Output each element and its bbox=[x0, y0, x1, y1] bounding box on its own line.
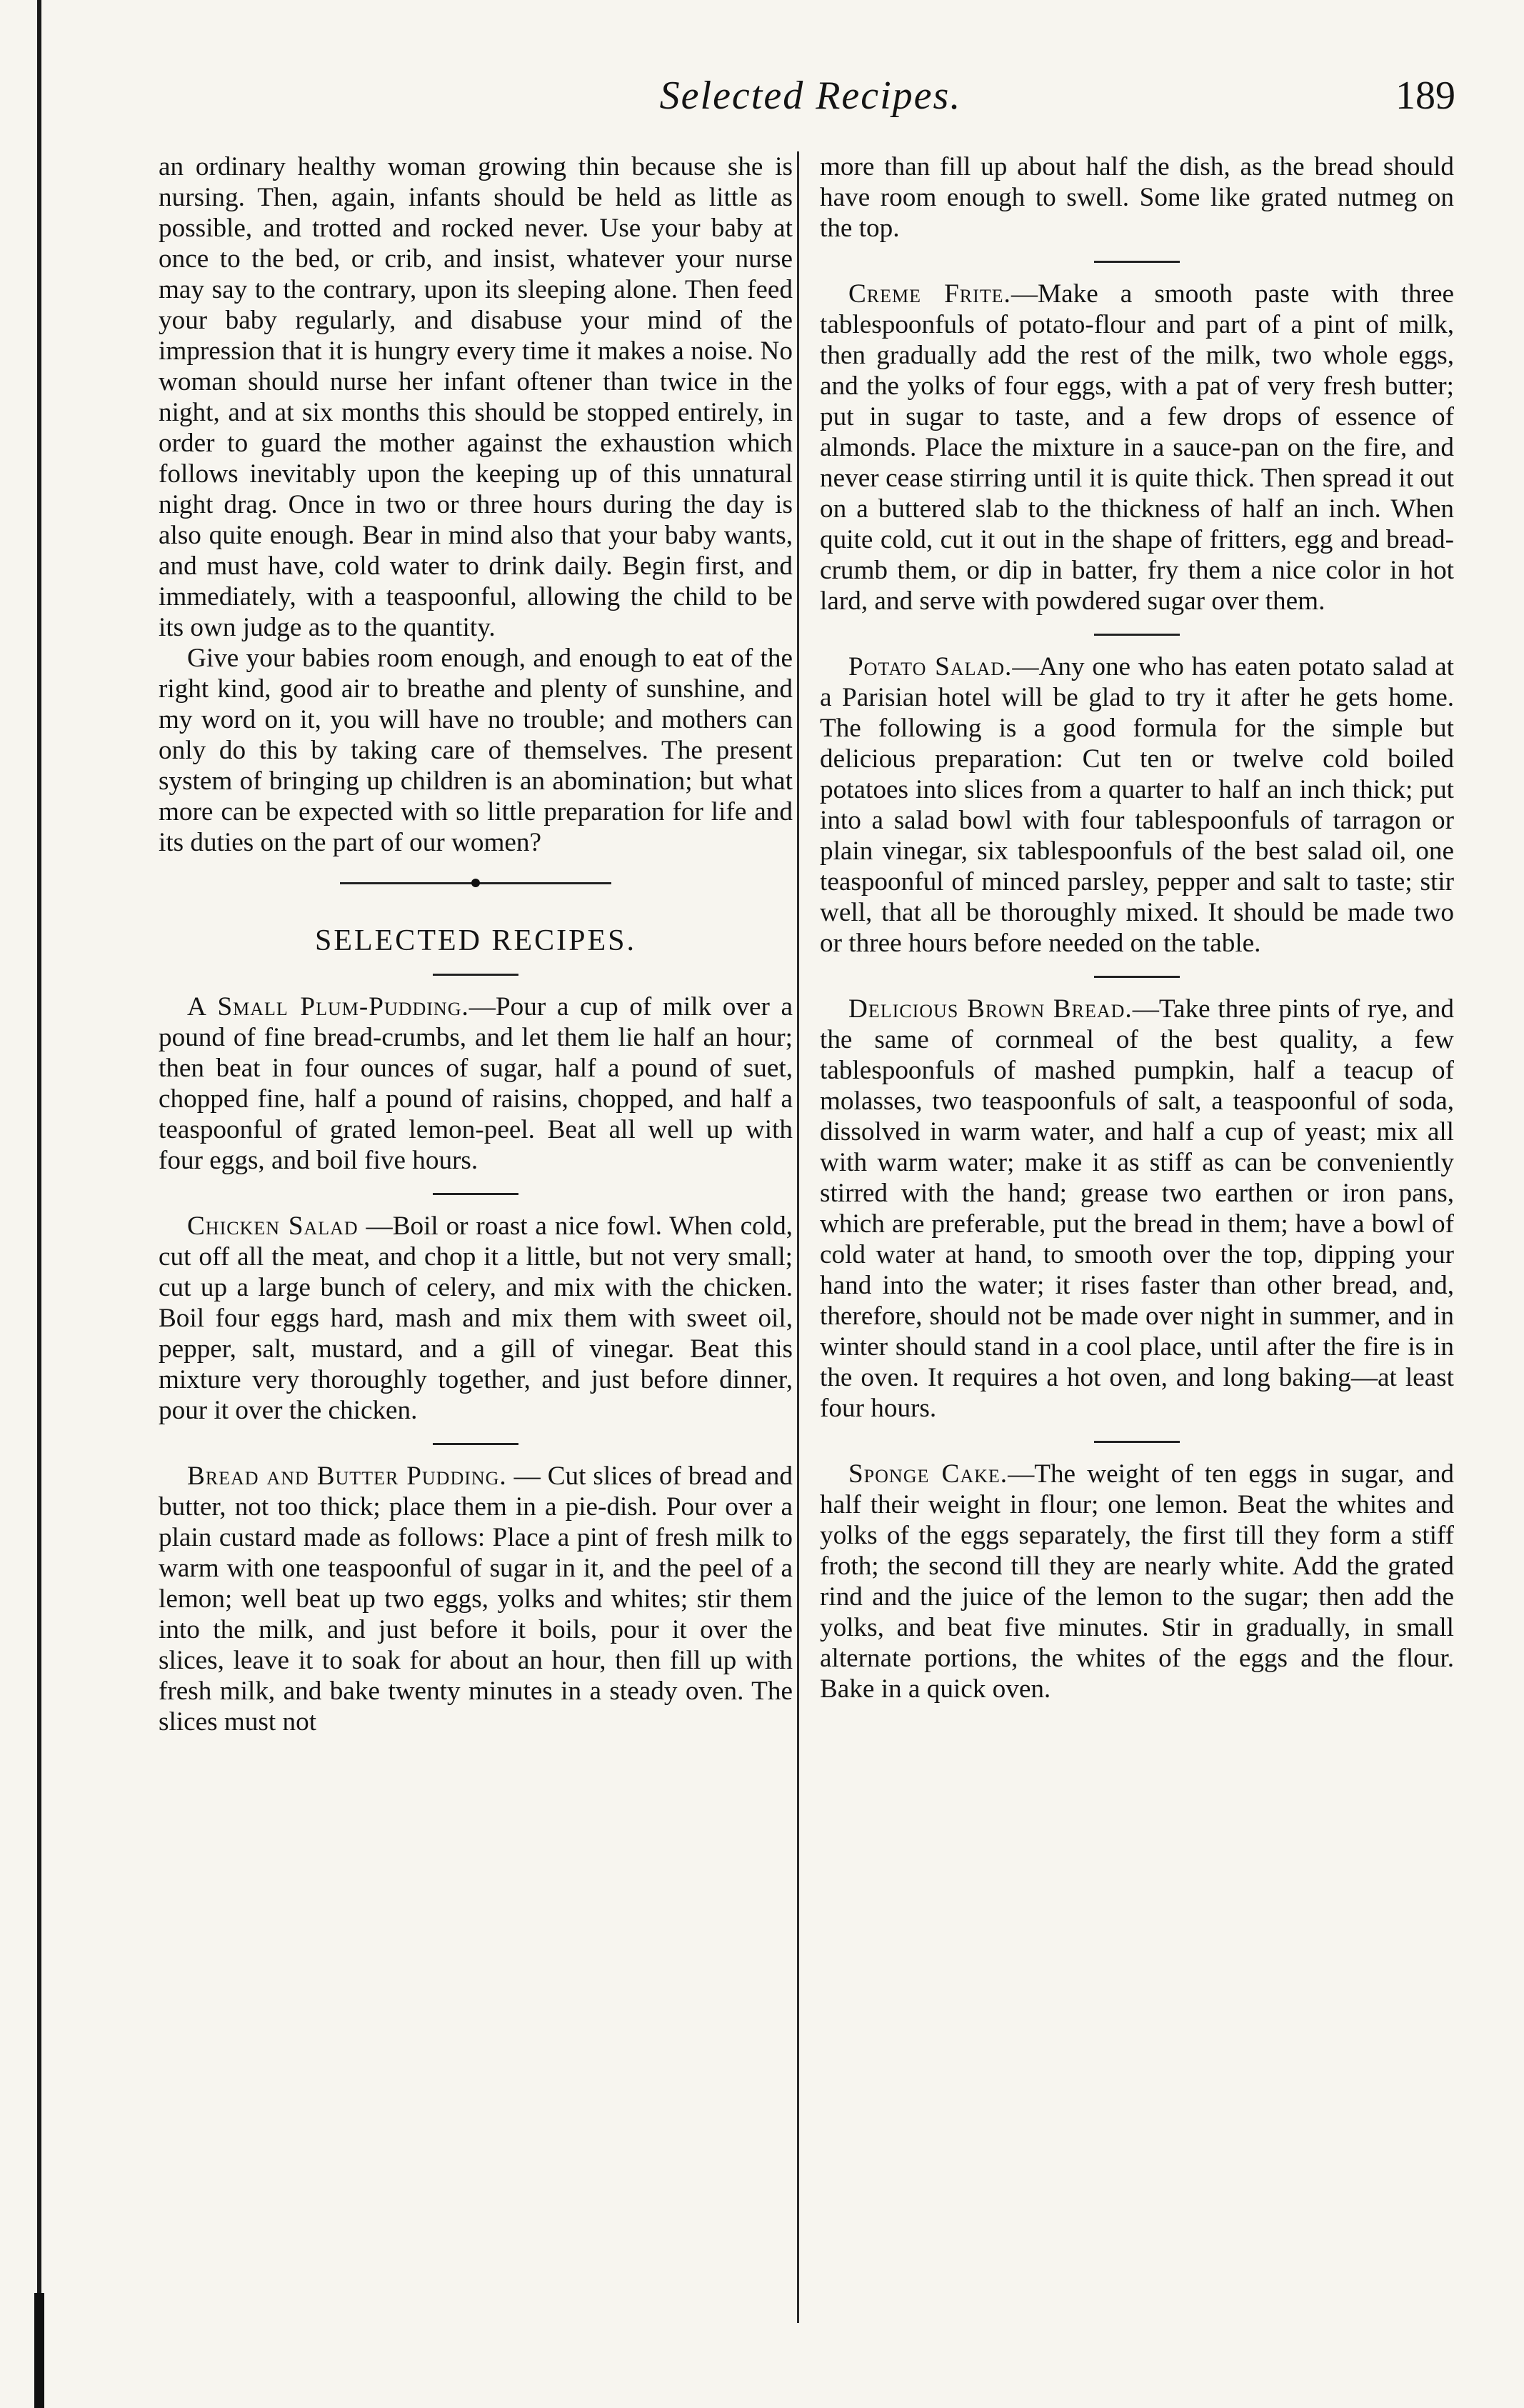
recipe-title: Bread and Butter Pudding. bbox=[187, 1462, 507, 1491]
separator-rule bbox=[433, 1443, 518, 1445]
recipe-body: —Take three pints of rye, and the same of cornmeal of the best quality, a few tablespoonfuls of mashed pumpkin, half a teacup of molasses, two teaspoonfuls of salt, a teaspoonful of soda, dissolved in warm water, and half a cup of yeast; mix all with warm water; make it as stiff as can be conveniently stirred with the hand; grease two earthen or iron pans, which are preferable, put the bread in them; have a bowl of cold water at hand, to smooth over the top, dipping your hand into the water; it rises faster than other bread, and, therefore, should not be made over night in summer, and in winter should stand in a cool place, until after the fire is in the oven. It requires a hot oven, and long baking—at least four hours. bbox=[820, 994, 1454, 1423]
intro-paragraph: an ordinary healthy woman growing thin because she is nursing. Then, again, infants should be held as little as possible, and trotted and rocked never. Use your baby at once to the bed, or crib, and insist, whatever your nurse may say to the contrary, upon its sleeping alone. Then feed your baby regularly, and disabuse your mind of the impression that it is hungry every time it makes a noise. No woman should nurse her infant oftener than twice in the night, and at six months this should be stopped entirely, in order to guard the mother against the exhaustion which follows inevitably upon the keeping up of this unnatural night drag. Once in two or three hours during the day is also quite enough. Bear in mind also that your baby wants, and must have, cold water to drink daily. Begin first, and immediately, with a teaspoonful, allowing the child to be its own judge as to the quantity. bbox=[159, 152, 793, 642]
recipe-plum-pudding bbox=[159, 991, 793, 1176]
section-title: SELECTED RECIPES. bbox=[314, 924, 637, 957]
recipe-chicken-salad bbox=[159, 1211, 793, 1426]
running-title: Selected Recipes. bbox=[659, 74, 962, 118]
recipe-creme-frite bbox=[820, 279, 1454, 616]
recipe-body: —Pour a cup of milk over a pound of fine bread-crumbs, and let them lie half an hour; then beat in four ounces of sugar, half a pound of suet, chopped fine, half a pound of raisins, chopped, and half a teaspoonful of grated lemon-peel. Beat all well up with four eggs, and boil five hours. bbox=[159, 992, 793, 1175]
separator-rule bbox=[433, 1193, 518, 1195]
recipe-body: —Boil or roast a nice fowl. When cold, cut off all the meat, and chop it a little, but not very small; cut up a large bunch of celery, and mix with the chicken. Boil four eggs hard, mash and mix them with sweet oil, pepper, salt, mustard, and a gill of vinegar. Beat this mixture very thoroughly together, and just before dinner, pour it over the chicken. bbox=[159, 1212, 793, 1425]
recipe-title: Potato Salad. bbox=[848, 652, 1013, 681]
ornamental-rule bbox=[340, 882, 611, 884]
page-header bbox=[157, 73, 1464, 130]
closing-paragraph: Give your babies room enough, and enough to eat of the right kind, good air to breathe and plenty of sunshine, and my word on it, you will have no trouble; and mothers can only do this by taking care of themselves. The present system of bringing up children is an abomination; but what more can be expected with so little preparation for life and its duties on the part of our women? bbox=[159, 644, 793, 857]
separator-rule bbox=[433, 974, 518, 976]
recipe-sponge-cake bbox=[820, 1459, 1454, 1704]
recipe-body: —Make a smooth paste with three tablespoonfuls of potato-flour and part of a pint of milk, then gradually add the rest of the milk, two whole eggs, and the yolks of four eggs, with a pat of very fresh butter; put in sugar to taste, and a few drops of essence of almonds. Place the mixture in a sauce-pan on the fire, and never cease stirring until it is quite thick. Then spread it out on a buttered slab to the thickness of half an inch. When quite cold, cut it out in the shape of fritters, egg and bread-crumb them, or dip in batter, fry them a nice color in hot lard, and serve with powdered sugar over them. bbox=[820, 279, 1454, 616]
ornament-dot bbox=[471, 879, 480, 887]
recipe-bread-butter-pudding bbox=[159, 1461, 793, 1737]
recipe-brown-bread bbox=[820, 994, 1454, 1424]
recipe-title: Delicious Brown Bread. bbox=[848, 994, 1133, 1024]
recipe-title: Chicken Salad bbox=[187, 1212, 359, 1241]
binding-edge bbox=[37, 0, 41, 2408]
separator-rule bbox=[1094, 261, 1180, 263]
recipe-body: —Any one who has eaten potato salad at a Parisian hotel will be glad to try it after he gets home. The following is a good formula for the simple but delicious preparation: Cut ten or twelve cold boiled potatoes into slices from a quarter to half an inch thick; put into a salad bowl with four tablespoonfuls of tarragon or plain vinegar, six tablespoonfuls of the best salad oil, one teaspoonful of minced parsley, pepper and salt to taste; stir well, that all be thoroughly mixed. It should be made two or three hours before needed on the table. bbox=[820, 652, 1455, 958]
continuation-paragraph: more than fill up about half the dish, as the bread should have room enough to swell. Some like grated nutmeg on the top. bbox=[820, 152, 1454, 243]
separator-rule bbox=[1094, 634, 1180, 636]
left-column bbox=[159, 151, 793, 1737]
binding-edge-foot bbox=[34, 2293, 44, 2408]
recipe-body: —The weight of ten eggs in sugar, and half their weight in flour; one lemon. Beat the whites and yolks of the eggs separately, the first till they form a stiff froth; the second till they are nearly white. Add the grated rind and the juice of the lemon to the sugar; then add the yolks, and beat five minutes. Stir in gradually, in small alternate portions, the whites of the eggs and the flour. Bake in a quick oven. bbox=[820, 1459, 1455, 1704]
recipe-title: Creme Frite. bbox=[848, 279, 1011, 309]
right-column bbox=[820, 151, 1454, 1704]
separator-rule bbox=[1094, 976, 1180, 978]
separator-rule bbox=[1094, 1441, 1180, 1443]
column-rule bbox=[797, 151, 799, 2323]
recipe-body: — Cut slices of bread and butter, not too thick; place them in a pie-dish. Pour over a plain custard made as follows: Place a pint of fresh milk to warm with one teaspoonful of sugar in it, and the peel of a lemon; well beat up two eggs, yolks and whites; stir them into the milk, and just before it boils, pour it over the slices, leave it to soak for about an hour, then fill up with fresh milk, and bake twenty minutes in a steady oven. The slices must not bbox=[159, 1462, 793, 1737]
page-number: 189 bbox=[1395, 74, 1455, 118]
recipe-title: A Small Plum-Pudding. bbox=[187, 992, 469, 1021]
recipe-potato-salad bbox=[820, 651, 1454, 959]
recipe-title: Sponge Cake. bbox=[848, 1459, 1008, 1489]
